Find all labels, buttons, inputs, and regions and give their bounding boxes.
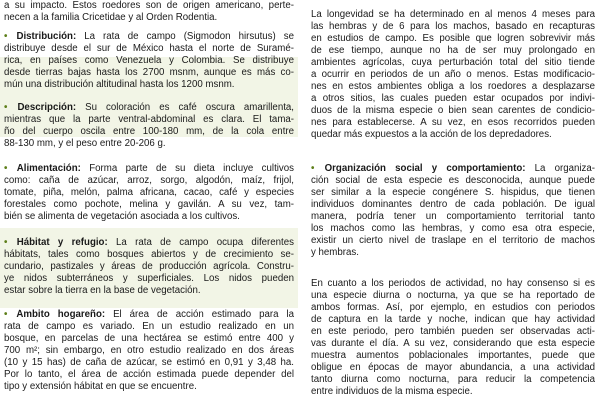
bullet-icon: • [4, 102, 8, 113]
distribucion-line: distribuye desde el sur de México hasta el norte de Suramé- [4, 43, 294, 54]
social-line [311, 163, 595, 174]
social-line: manera, podría tener un comportamiento territorial tanto [311, 211, 595, 222]
longevity-line: nes para establecerse. A su vez, en esos recorridos pueden [311, 117, 595, 128]
alimentacion-line: forestales como pochote, melina y gavilán. A su vez, tam- [4, 199, 294, 210]
longevity-line: de ese tiempo, aunque no ha de ser muy prolongado en [311, 45, 595, 56]
section-title: Hábitat y refugio: [16, 237, 108, 248]
longevity-line: ambientes agrícolas, cuya perturbación total del sitio tiende [311, 57, 595, 68]
activity-line: ambos formas. Así, por ejemplo, en estudios con periodos [311, 302, 595, 313]
descripcion-line: mientras que la parte ventral-abdominal es clara. El tama- [4, 114, 294, 125]
descripcion-line: ño del cuerpo oscila entre 100-180 mm, de la cola entre [4, 126, 294, 137]
section-title: Ámbito hogareño: [16, 309, 106, 320]
alimentacion-line: como: caña de azúcar, arroz, sorgo, algodón, maíz, frijol, [4, 175, 294, 186]
section-title: Alimentación: [16, 163, 81, 174]
ambito-line: tipo y extensión hábitat en que se encuentre. [4, 381, 197, 392]
section-title: Organización social y comportamiento: [324, 163, 526, 174]
bullet-icon: • [4, 237, 8, 248]
activity-line: entre individuos de la misma especie. [311, 386, 473, 397]
longevity-line: a ocurrir en periodos de un año o menos. Estas modificacio- [311, 69, 595, 80]
longevity-line: quedar más expuestos a la acción de los depredadores. [311, 129, 552, 140]
ambito-line: rata de campo es variado. En un estudio realizado en un [4, 321, 294, 332]
ambito-line: Por lo tanto, el área de acción estimada puede depender del [4, 369, 294, 380]
section-title: Descripción: [17, 102, 77, 113]
ambito-line: bosque, en parcelas de una hectárea se estimó entre 400 y [4, 333, 294, 344]
longevity-line: las hembras y de 6 para los machos, basado en recapturas [311, 21, 595, 32]
alimentacion-line: bién se alimenta de vegetación asociada a los cultivos. [4, 211, 240, 222]
distribucion-line: mún una distribución altitudinal hasta los 1200 msnm. [4, 79, 235, 90]
habitat-line: hábitats, tales como bosques abiertos y de crecimiento se- [4, 249, 294, 260]
bullet-icon: • [4, 309, 8, 320]
distribucion-line: rica, en países como Venezuela y Colombia. Se distribuye [4, 55, 294, 66]
longevity-line: en estudios de campo. Es posible que logren sobrevivir más [311, 33, 595, 44]
social-line: y hembras. [311, 247, 359, 258]
bullet-icon: • [311, 163, 315, 174]
descripcion-text: Descripción: Su coloración es café oscura amarillenta, [17, 102, 294, 113]
activity-line: tanto diurna como nocturna, para reducir la competencia [311, 374, 595, 385]
activity-line: vas durante el día. A su vez, considerando que esta especie [311, 338, 595, 349]
activity-line: obligue en épocas de mayor abundancia, a una actividad [311, 362, 595, 373]
ambito-line [4, 309, 294, 320]
habitat-line: cundario, pastizales y áreas de producción agrícola. Constru- [4, 261, 294, 272]
social-line: existir un cierto nivel de traslape en el territorio de machos [311, 235, 595, 246]
intro-line: a su impacto. Estos roedores son de origen americano, perte- [4, 0, 294, 11]
activity-line: una especie diurna o nocturna, ya que se ha reportado de [311, 290, 595, 301]
social-line: ser similar a la especie congénere S. hispidus, que tienen [311, 187, 595, 198]
longevity-line: duos de la misma especie o bien sean carentes de condicio- [311, 105, 595, 116]
alimentacion-line: tomate, piña, melón, palma africana, cacao, café y especies [4, 187, 294, 198]
longevity-line: a otros sitios, las cuales pueden estar ocupados por indivi- [311, 93, 595, 104]
distribucion-line [4, 31, 294, 42]
activity-line: muestra aumentos poblacionales importantes, puede que [311, 350, 595, 361]
bullet-icon: • [4, 31, 8, 42]
intro-line: necen a la familia Cricetidae y al Orden Rodentia. [4, 12, 218, 23]
habitat-line: estar sobre la tierra en la base de vegetación. [4, 285, 201, 296]
activity-line: En cuanto a los periodos de actividad, no hay consenso si es [311, 278, 595, 289]
activity-line: en este periodo, pero también pueden ser observadas acti- [311, 326, 595, 337]
alimentacion-text: Alimentación: Forma parte de su dieta incluye cultivos [16, 163, 294, 174]
ambito-text: Ámbito hogareño: El área de acción estimado para la [16, 309, 294, 320]
social-text: Organización social y comportamiento: La organiza- [324, 163, 595, 174]
bullet-icon: • [4, 163, 8, 174]
descripcion-line: 88-130 mm, y el peso entre 20-206 g. [4, 138, 166, 149]
social-line: los machos como las hembras, y como esa otra especie, [311, 223, 595, 234]
alimentacion-line [4, 163, 294, 174]
habitat-text: Hábitat y refugio: La rata de campo ocupa diferentes [16, 237, 294, 248]
activity-line: de captura en la tarde y noche, indican que hay actividad [311, 314, 595, 325]
descripcion-line [4, 102, 294, 113]
longevity-line: nes en estos ambientes obliga a los roedores a desplazarse [311, 81, 595, 92]
distribucion-text: Distribución: La rata de campo (Sigmodon hirsutus) se [16, 31, 294, 42]
ambito-line: (10 y 15 has) de caña de azúcar, se estimó en 0,91 y 3,48 ha. [4, 357, 294, 368]
habitat-line: ye nidos subterráneos y superficiales. Los nidos pueden [4, 273, 294, 284]
ambito-line: 700 m²; sin embargo, en otro estudio realizado en dos áreas [4, 345, 294, 356]
social-line: individuos dominantes dentro de cada población. De igual [311, 199, 595, 210]
section-title: Distribución: [16, 31, 77, 42]
distribucion-line: desde tierras bajas hasta los 2700 msnm, aunque es más co- [4, 67, 294, 78]
longevity-line: La longevidad se ha determinado en al menos 4 meses para [311, 9, 595, 20]
social-line: ción social de esta especie es desconocida, aunque puede [311, 175, 595, 186]
habitat-line [4, 237, 294, 248]
